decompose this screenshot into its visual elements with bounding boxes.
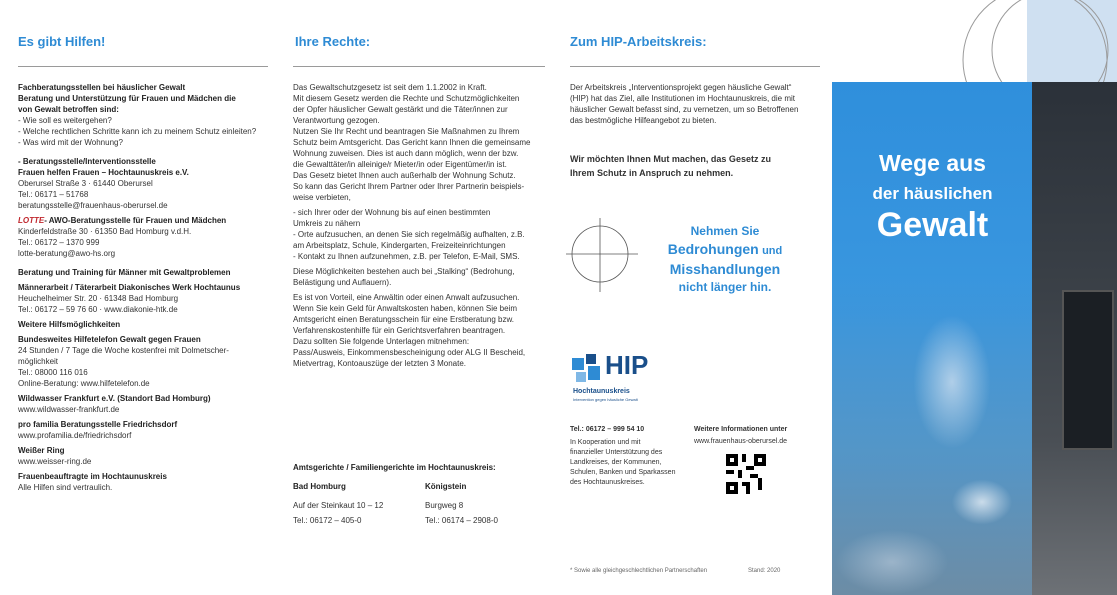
text-line: Pass/Ausweis, Einkommensbescheinigung oder ALG II Bescheid, (293, 348, 526, 357)
text-line: Verantwortung gezogen. (293, 116, 380, 125)
mut-text (570, 152, 820, 180)
text-line: - Wie soll es weitergehen? (18, 116, 112, 125)
text-line: das bestmögliche Hilfeangebot zu bieten. (570, 116, 717, 125)
text-line: Bundesweites Hilfetelefon Gewalt gegen Frauen (18, 335, 201, 344)
cover-title-line-2: der häuslichen (872, 184, 993, 203)
text-line: Dazu sollten Sie folgende Unterlagen mitnehmen: (293, 337, 470, 346)
stand-date: Stand: 2020 (748, 568, 781, 574)
text-line: 24 Stunden / 7 Tage die Woche kostenfrei mit Dolmetscher- (18, 346, 229, 355)
court-name: Bad Homburg (293, 482, 346, 491)
divider-middle (293, 66, 545, 67)
text-line: Verfahrenskostenhilfe für ein Gerichtsverfahren beantragen. (293, 326, 506, 335)
hip-description (570, 82, 820, 126)
qr-code-icon (726, 454, 766, 494)
help-list (18, 82, 276, 493)
text-line: häuslicher Gewalt befasst sind, zu vernetzen, um so Betroffenen (570, 105, 799, 114)
text-line: Diese Möglichkeiten bestehen auch bei „Stalking“ (Bedrohung, (293, 267, 515, 276)
text-line: www.weisser-ring.de (18, 457, 92, 466)
text-line: weise verbieten, (293, 193, 351, 202)
court-address: Burgweg 8 (425, 501, 464, 510)
quote-misshandlungen: Misshandlungen (669, 261, 781, 277)
text-span: - AWO-Beratungsstelle für Frauen und Mädchen (44, 216, 227, 225)
text-line: Wohnung zuweisen. Dies ist auch dann möglich, wenn der bzw. (293, 149, 519, 158)
text-line: Amtsgericht einen Beratungsschein für eine Erstberatung bzw. (293, 315, 515, 324)
text-line: finanzieller Unterstützung des (570, 449, 663, 456)
text-line: Wildwasser Frankfurt e.V. (Standort Bad Homburg) (18, 394, 211, 403)
heading-hip: Zum HIP-Arbeitskreis: (570, 34, 707, 49)
text-line: Online-Beratung: www.hilfetelefon.de (18, 379, 150, 388)
text-line: - Orte aufzusuchen, an denen Sie sich regelmäßig aufhalten, z.B. (293, 230, 525, 239)
divider-right (570, 66, 820, 67)
text-line: pro familia Beratungsstelle Friedrichsdorf (18, 420, 178, 429)
text-line: Der Arbeitskreis „Interventionsprojekt gegen häusliche Gewalt“ (570, 83, 792, 92)
cover-window (1062, 290, 1114, 450)
quote-line-1: Nehmen Sie (690, 224, 760, 238)
rights-text (293, 82, 555, 369)
text-line: Frauenbeauftragte im Hochtaunuskreis (18, 472, 167, 481)
text-line: Oberursel Straße 3 · 61440 Oberursel (18, 179, 153, 188)
text-line: Kinderfeldstraße 30 · 61350 Bad Homburg v.d.H. (18, 227, 192, 236)
text-line: lotte-beratung@awo-hs.org (18, 249, 116, 258)
court-koenigstein (425, 481, 498, 526)
text-line: am Arbeitsplatz, Schule, Kindergarten, Freizeiteinrichtungen (293, 241, 506, 250)
mut-line-2: Ihrem Schutz in Anspruch zu nehmen. (570, 168, 734, 178)
court-address: Auf der Steinkaut 10 – 12 (293, 501, 384, 510)
cooperation-text (570, 438, 680, 488)
hip-phone: Tel.: 06172 – 999 54 10 (570, 426, 645, 433)
text-line: - Beratungsstelle/Interventionsstelle (18, 157, 156, 166)
hip-logo-tagline: Intervention gegen häusliche Gewalt (573, 397, 638, 402)
court-phone: Tel.: 06174 – 2908-0 (425, 516, 498, 525)
hip-logo-sub: Hochtaunuskreis (573, 388, 630, 395)
text-line: beratungsstelle@frauenhaus-oberursel.de (18, 201, 168, 210)
hip-logo-text: HIP (605, 350, 649, 380)
text-line: Es ist von Vorteil, eine Anwältin oder einen Anwalt aufzusuchen. (293, 293, 520, 302)
text-line: des Hochtaunuskreises. (570, 479, 645, 486)
text-line: Mit diesem Gesetz werden die Rechte und Schutzmöglichkeiten (293, 94, 520, 103)
quote-bedrohungen: Bedrohungen (667, 241, 759, 257)
cover-title-line-3: Gewalt (876, 206, 989, 244)
text-line: Tel.: 06172 – 59 76 60 · www.diakonie-htk.de (18, 305, 178, 314)
text-line: www.profamilia.de/friedrichsdorf (18, 431, 132, 440)
quote-last: nicht länger hin. (678, 280, 772, 294)
courts-heading: Amtsgerichte / Familiengerichte im Hochtaunuskreis: (293, 463, 496, 472)
divider-left (18, 66, 268, 67)
text-line: Mietvertrag, Kontoauszüge der letzten 3 Monate. (293, 359, 466, 368)
text-line: - Kontakt zu Ihnen aufzunehmen, z.B. per Telefon, E-Mail, SMS. (293, 252, 520, 261)
court-bad-homburg (293, 481, 383, 526)
quote-block (640, 222, 810, 296)
text-line: Weißer Ring (18, 446, 65, 455)
text-line: möglichkeit (18, 357, 59, 366)
text-line: Schulen, Banken und Sparkassen (570, 469, 676, 476)
info-heading: Weitere Informationen unter (694, 426, 788, 433)
text-line: die Gewalttäter/in alleinige/r Mieter/in oder Eigentümer/in ist. (293, 160, 507, 169)
text-line: Beratung und Training für Männer mit Gewaltproblemen (18, 268, 231, 277)
text-line: Heuchelheimer Str. 20 · 61348 Bad Homburg (18, 294, 179, 303)
text-line (18, 215, 276, 226)
lotte-logo: LOTTE (18, 216, 45, 225)
text-line: Umkreis zu nähern (293, 219, 361, 228)
crosshair-icon (562, 214, 642, 294)
court-phone: Tel.: 06172 – 405-0 (293, 516, 362, 525)
info-url[interactable]: www.frauenhaus-oberursel.de (694, 438, 787, 445)
text-line: Alle Hilfen sind vertraulich. (18, 483, 113, 492)
text-line: - Welche rechtlichen Schritte kann ich zu meinem Schutz einleiten? (18, 127, 257, 136)
text-line: - sich Ihrer oder der Wohnung bis auf einen bestimmten (293, 208, 491, 217)
heading-rechte: Ihre Rechte: (295, 34, 371, 49)
text-line: Frauen helfen Frauen – Hochtaunuskreis e.V. (18, 168, 189, 177)
cover-title-line-1: Wege aus (879, 150, 986, 176)
text-line: Weitere Hilfsmöglichkeiten (18, 320, 121, 329)
mut-line-1: Wir möchten Ihnen Mut machen, das Gesetz zu (570, 154, 771, 164)
quote-und: und (762, 245, 783, 257)
court-name: Königstein (425, 482, 467, 491)
courts-block (293, 462, 555, 541)
text-line: (HIP) hat das Ziel, alle Institutionen im Hochtaunuskreis, die mit (570, 94, 795, 103)
text-line: www.wildwasser-frankfurt.de (18, 405, 120, 414)
text-line: Fachberatungsstellen bei häuslicher Gewalt (18, 83, 186, 92)
text-line: Wenn Sie kein Geld für Anwaltskosten haben, können Sie beim (293, 304, 517, 313)
text-line: Belästigung und Auflauern). (293, 278, 392, 287)
text-line: der Opfer häuslicher Gewalt gestärkt und die Täter/innen zur (293, 105, 508, 114)
text-line: Männerarbeit / Täterarbeit Diakonisches Werk Hochtaunus (18, 283, 241, 292)
text-line: Tel.: 06171 – 51768 (18, 190, 89, 199)
heading-hilfen: Es gibt Hilfen! (18, 34, 106, 49)
text-line: Beratung und Unterstützung für Frauen und Mädchen die (18, 94, 236, 103)
text-line: Tel.: 06172 – 1370 999 (18, 238, 100, 247)
text-line: Das Gesetz bietet Ihnen auch außerhalb der Wohnung Schutz. (293, 171, 516, 180)
text-line: Das Gewaltschutzgesetz ist seit dem 1.1.2002 in Kraft. (293, 83, 487, 92)
text-line: von Gewalt betroffen sind: (18, 105, 119, 114)
text-line: In Kooperation und mit (570, 439, 641, 446)
text-line: Tel.: 08000 116 016 (18, 368, 88, 377)
text-line: So kann das Gericht Ihrem Partner oder Ihrer Partnerin beispiels- (293, 182, 525, 191)
cover-photo (832, 272, 1032, 595)
text-line: Landkreises, der Kommunen, (570, 459, 662, 466)
footnote: * Sowie alle gleichgeschlechtlichen Partnerschaften (570, 568, 708, 574)
text-line: Nutzen Sie Ihr Recht und beantragen Sie Maßnahmen zu Ihrem (293, 127, 520, 136)
text-line: Schutz beim Amtsgericht. Das Gericht kann Ihnen die gemeinsame (293, 138, 531, 147)
text-line: - Was wird mit der Wohnung? (18, 138, 123, 147)
